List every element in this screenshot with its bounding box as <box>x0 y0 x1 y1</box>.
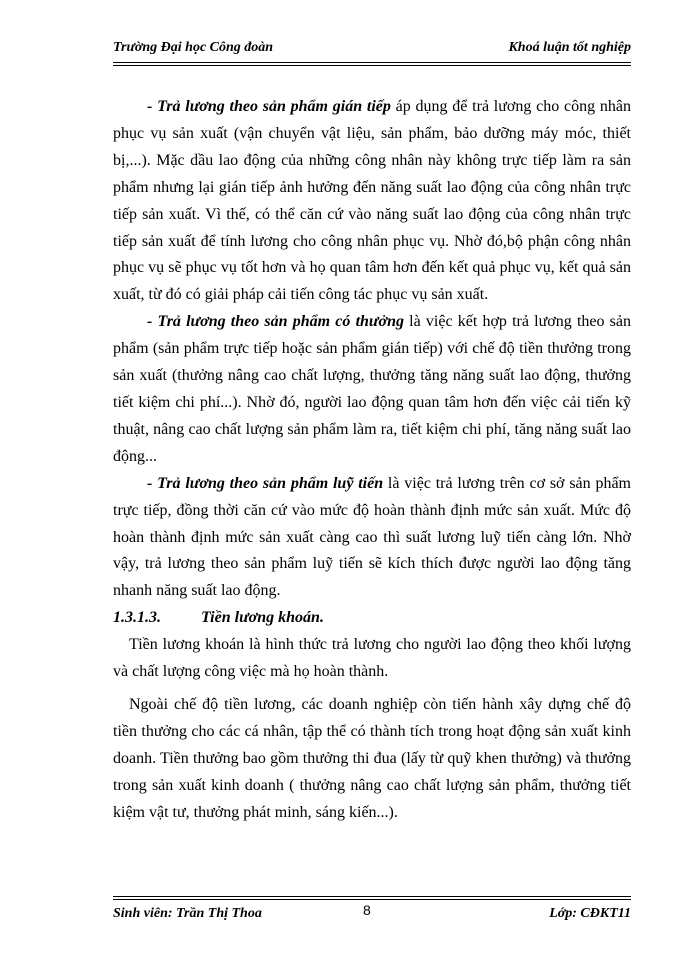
paragraph-lead: - Trả lương theo sản phẩm luỹ tiến <box>147 474 384 492</box>
header-doc-type: Khoá luận tốt nghiệp <box>508 40 631 55</box>
paragraph-lead: - Trả lương theo sản phẩm gián tiếp <box>147 98 391 115</box>
page-body <box>113 94 631 826</box>
footer-student: Sinh viên: Trần Thị Thoa <box>113 906 262 921</box>
header-school: Trường Đại học Công đoàn <box>113 40 274 55</box>
section-heading <box>113 605 631 632</box>
paragraph-text: là việc kết hợp trả lương theo sản phẩm (sản phẩm trực tiếp hoặc sản phẩm gián tiếp) với chế độ tiền thưởng trong sản xuất (thưởng nâng cao chất lượng, thưởng tăng năng suất lao động, thưởng tiết kiệm chi phí...). Nhờ đó, người lao động quan tâm hơn đến việc cải tiến kỹ thuật, nâng cao chất lượng sản phẩm làm ra, tiết kiệm chi phí, tăng năng suất lao động... <box>113 313 631 465</box>
header-rule-bottom <box>113 65 631 66</box>
paragraph-text: áp dụng để trả lương cho công nhân phục vụ sản xuất (vận chuyển vật liệu, sản phẩm, bảo dưỡng máy móc, thiết bị,...). Mặc dầu lao động của những công nhân này không trực tiếp làm ra sản phẩm nhưng lại gián tiếp ảnh hưởng đến năng suất lao động của công nhân trực tiếp sản xuất. Vì thế, có thể căn cứ vào năng suất lao động của công nhân trực tiếp sản xuất để tính lương cho công nhân phục vụ. Nhờ đó,bộ phận công nhân phục vụ sẽ phục vụ tốt hơn và họ quan tâm hơn đến kết quả phục vụ, kết quả sản xuất, từ đó có giải pháp cải tiến công tác phục vụ sản xuất. <box>113 98 632 304</box>
section-title: Tiền lương khoán. <box>201 609 324 627</box>
paragraph-progressive-piece-wage <box>113 471 631 606</box>
paragraph-lead: - Trả lương theo sản phẩm có thưởng <box>147 313 404 331</box>
page-number: 8 <box>363 902 371 918</box>
footer-rule-top <box>113 896 631 897</box>
paragraph-indirect-piece-wage <box>113 94 631 309</box>
paragraph-contract-wage: Tiền lương khoán là hình thức trả lương cho người lao động theo khối lượng và chất lượng công việc mà họ hoàn thành. <box>113 636 631 681</box>
footer-class: Lớp: CĐKT11 <box>549 906 631 921</box>
section-number: 1.3.1.3. <box>113 609 161 627</box>
footer-rule-bottom <box>113 899 631 900</box>
paragraph-bonus-regime: Ngoài chế độ tiền lương, các doanh nghiệp còn tiến hành xây dựng chế độ tiền thưởng cho các cá nhân, tập thể có thành tích trong hoạt động sản xuất kinh doanh. Tiền thưởng bao gồm thưởng thi đua (lấy từ quỹ khen thưởng) và thưởng trong sản xuất kinh doanh ( thưởng nâng cao chất lượng sản phẩm, thưởng tiết kiệm vật tư, thưởng phát minh, sáng kiến...). <box>113 695 631 821</box>
paragraph-bonus-piece-wage <box>113 309 631 470</box>
header-rule-top <box>113 62 631 63</box>
paragraph-text: là việc trả lương trên cơ sở sản phẩm trực tiếp, đồng thời căn cứ vào mức độ hoàn thành định mức sản xuất. Mức độ hoàn thành định mức sản xuất càng cao thì suất lương luỹ tiến càng lớn. Nhờ vậy, trả lương theo sản phẩm luỹ tiến sẽ kích thích được người lao động tăng nhanh năng suất lao động. <box>113 474 631 600</box>
